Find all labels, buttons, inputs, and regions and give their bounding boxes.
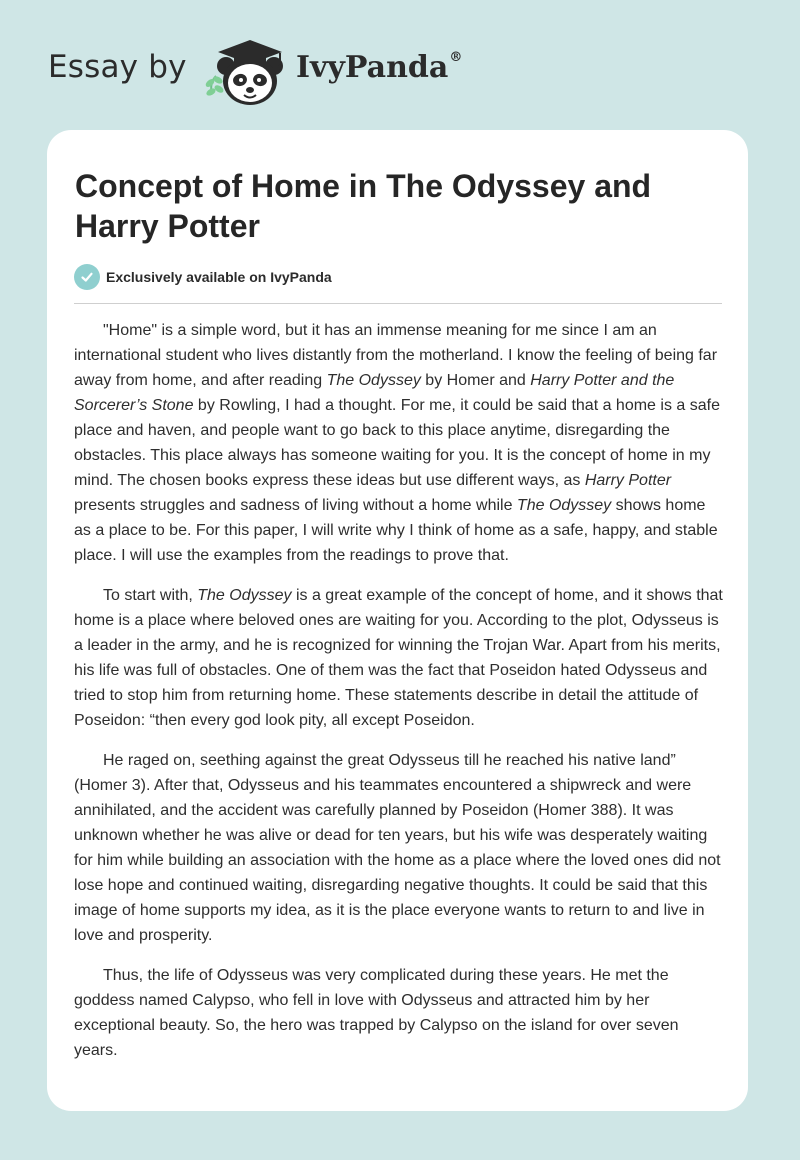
trademark-symbol: ® [449, 50, 463, 65]
paragraph-text: by Homer and [420, 372, 531, 389]
site-header [0, 0, 800, 130]
brand-prefix: Essay by [48, 49, 187, 85]
italic-title-text: The Odyssey [197, 587, 292, 604]
paragraph-text: "Home" is a simple word, but it has an immense meaning for me since I am an international student who lives distantly from the motherland. I know the feeling of being far away from home, and after reading [74, 322, 718, 389]
check-icon [74, 264, 100, 290]
paragraph-text: is a great example of the concept of home, and it shows that home is a place where beloved ones are waiting for you. According to the plot, Odysseus is a leader in the army, and he is recognized for winning the Trojan War. Apart from his merits, his life was full of obstacles. One of them was the fact that Poseidon hated Odysseus and tried to stop him from returning home. These statements describe in detail the attitude of Poseidon: “then every god look pity, all except Poseidon. [74, 587, 723, 729]
paragraph-text: by Rowling, I had a thought. For me, it could be said that a home is a safe place and haven, and people want to go back to this place anytime, disregarding the obstacles. This place always has someone waiting for you. It is the concept of home in my mind. The chosen books express these ideas but use different ways, as [74, 397, 720, 489]
italic-title-text: Harry Potter [584, 472, 672, 489]
paragraph-text: Thus, the life of Odysseus was very complicated during these years. He met the goddess named Calypso, who fell in love with Odysseus and attracted him by her exceptional beauty. So, the hero was trapped by Calypso on the island for over seven years. [74, 967, 679, 1059]
essay-body [74, 318, 724, 1078]
essay-paragraph [74, 748, 724, 948]
exclusive-label: Exclusively available on IvyPanda [106, 269, 332, 285]
essay-paragraph [74, 583, 724, 733]
essay-card [47, 130, 748, 1111]
panda-graduate-logo-icon[interactable] [200, 36, 294, 108]
essay-title: Concept of Home in The Odyssey and Harry Potter [75, 168, 652, 244]
paragraph-text: To start with, [103, 587, 198, 604]
essay-paragraph [74, 963, 724, 1063]
italic-title-text: Harry Potter and the Sorcerer’s Stone [74, 372, 675, 414]
exclusive-badge [74, 264, 332, 290]
paragraph-text: He raged on, seething against the great Odysseus till he reached his native land” (Homer 3). After that, Odysseus and his teammates encountered a shipwreck and were annihilated, and the accident was carefully planned by Poseidon (Homer 388). It was unknown whether he was alive or dead for ten years, but his wife was desperately waiting for him while building an association with the home as a place where the loved ones did not lose hope and continued waiting, disregarding negative thoughts. It could be said that this image of home supports my idea, as it is the place everyone wants to return to and live in love and prosperity. [74, 752, 721, 944]
essay-paragraph [74, 318, 724, 568]
brand-name[interactable]: IvyPanda® [296, 50, 463, 85]
italic-title-text: The Odyssey [516, 497, 612, 514]
paragraph-text: presents struggles and sadness of living without a home while [74, 497, 517, 514]
divider [74, 303, 722, 304]
paragraph-text: shows home as a place to be. For this paper, I will write why I think of home as a safe, happy, and stable place. I will use the examples from the readings to prove that. [74, 497, 718, 564]
italic-title-text: The Odyssey [326, 372, 421, 389]
